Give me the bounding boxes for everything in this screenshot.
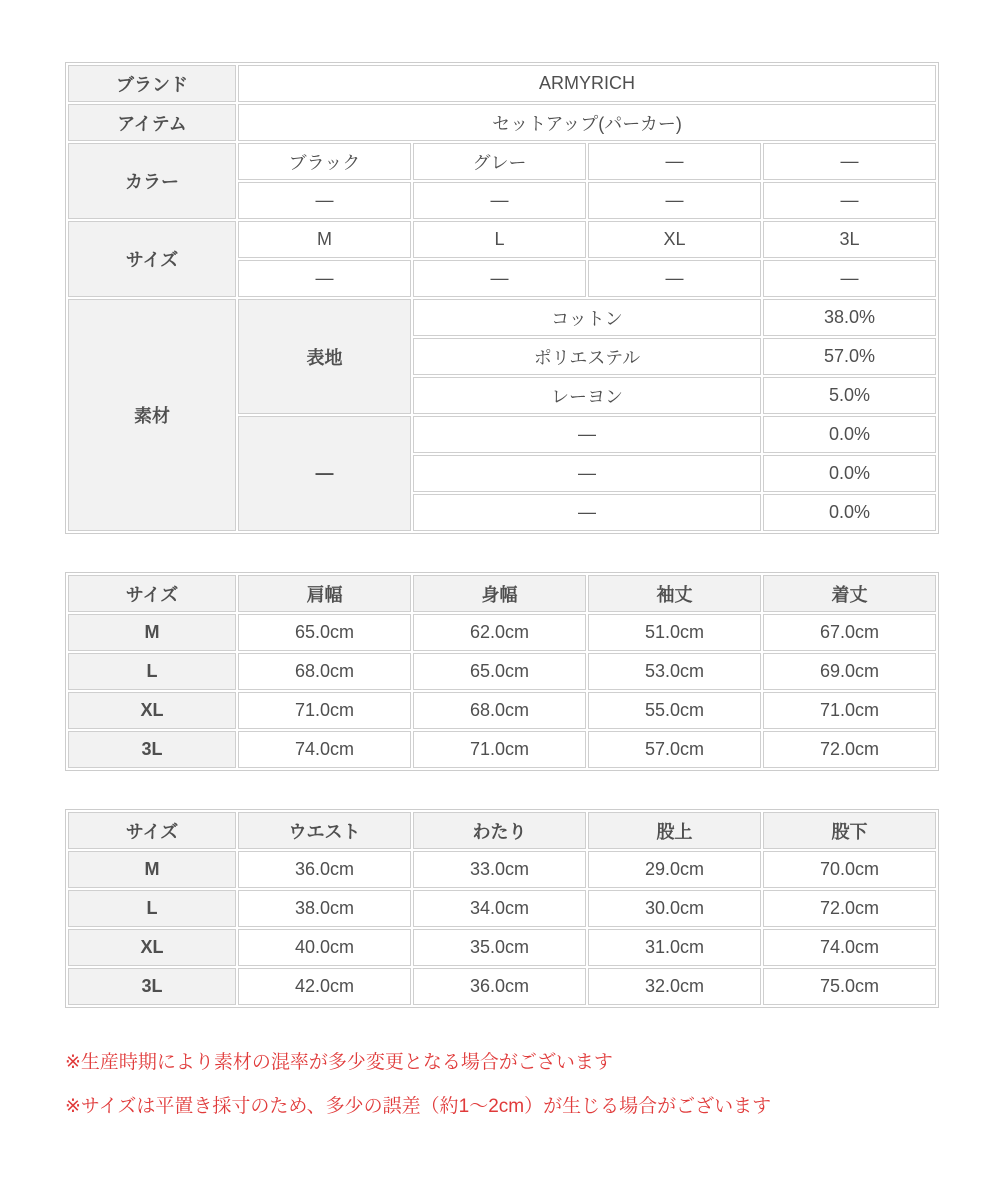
brand-label: ブランド: [68, 65, 236, 102]
material-percent: 38.0%: [763, 299, 936, 336]
size-row-1: [68, 221, 936, 258]
brand-value: ARMYRICH: [238, 65, 936, 102]
material-name: —: [413, 494, 761, 531]
measurement-cell: 70.0cm: [763, 851, 936, 888]
measurement-cell: 42.0cm: [238, 968, 411, 1005]
size-value: —: [413, 260, 586, 297]
material-row: [68, 299, 936, 336]
material-group-label: 表地: [238, 299, 411, 414]
measurement-cell: 57.0cm: [588, 731, 761, 768]
header-row: [68, 812, 936, 849]
measurement-cell: 36.0cm: [413, 968, 586, 1005]
item-row: [68, 104, 936, 141]
product-spec-table: [65, 62, 939, 534]
table-row: [68, 968, 936, 1005]
item-value: セットアップ(パーカー): [238, 104, 936, 141]
measurement-cell: 65.0cm: [238, 614, 411, 651]
material-percent: 5.0%: [763, 377, 936, 414]
material-name: レーヨン: [413, 377, 761, 414]
size-value: —: [238, 260, 411, 297]
tops-size-chart: [65, 572, 939, 771]
table-row: [68, 653, 936, 690]
color-value: グレー: [413, 143, 586, 180]
color-row-1: [68, 143, 936, 180]
table-row: [68, 851, 936, 888]
measurement-tolerance-note: ※サイズは平置き採寸のため、多少の誤差（約1～2cm）が生じる場合がございます: [65, 1096, 772, 1117]
color-value: ブラック: [238, 143, 411, 180]
size-label: サイズ: [68, 221, 236, 297]
column-header: わたり: [413, 812, 586, 849]
column-header: 股上: [588, 812, 761, 849]
color-value: —: [763, 182, 936, 219]
measurement-cell: 53.0cm: [588, 653, 761, 690]
material-percent: 0.0%: [763, 416, 936, 453]
row-size-label: M: [68, 614, 236, 651]
column-header: ウエスト: [238, 812, 411, 849]
row-size-label: 3L: [68, 731, 236, 768]
material-name: —: [413, 455, 761, 492]
table-row: [68, 929, 936, 966]
measurement-cell: 72.0cm: [763, 890, 936, 927]
measurement-cell: 55.0cm: [588, 692, 761, 729]
measurement-cell: 74.0cm: [238, 731, 411, 768]
material-percent: 0.0%: [763, 455, 936, 492]
material-percent: 57.0%: [763, 338, 936, 375]
measurement-cell: 31.0cm: [588, 929, 761, 966]
size-value: XL: [588, 221, 761, 258]
color-value: —: [238, 182, 411, 219]
measurement-cell: 68.0cm: [413, 692, 586, 729]
size-value: L: [413, 221, 586, 258]
material-ratio-note: ※生産時期により素材の混率が多少変更となる場合がございます: [65, 1052, 613, 1073]
color-value: —: [588, 182, 761, 219]
material-name: —: [413, 416, 761, 453]
measurement-cell: 30.0cm: [588, 890, 761, 927]
size-value: —: [588, 260, 761, 297]
disclaimer-notes: [65, 1048, 935, 1121]
column-header: 着丈: [763, 575, 936, 612]
column-header: 股下: [763, 812, 936, 849]
header-row: [68, 575, 936, 612]
color-value: —: [413, 182, 586, 219]
color-value: —: [588, 143, 761, 180]
brand-row: [68, 65, 936, 102]
measurement-cell: 74.0cm: [763, 929, 936, 966]
measurement-cell: 67.0cm: [763, 614, 936, 651]
measurement-cell: 71.0cm: [238, 692, 411, 729]
table-row: [68, 890, 936, 927]
color-label: カラー: [68, 143, 236, 219]
row-size-label: L: [68, 890, 236, 927]
measurement-cell: 69.0cm: [763, 653, 936, 690]
measurement-cell: 51.0cm: [588, 614, 761, 651]
row-size-label: XL: [68, 692, 236, 729]
measurement-cell: 71.0cm: [413, 731, 586, 768]
measurement-cell: 34.0cm: [413, 890, 586, 927]
measurement-cell: 33.0cm: [413, 851, 586, 888]
column-header: 肩幅: [238, 575, 411, 612]
material-name: コットン: [413, 299, 761, 336]
table-row: [68, 614, 936, 651]
material-group-label: —: [238, 416, 411, 531]
size-value: 3L: [763, 221, 936, 258]
measurement-cell: 72.0cm: [763, 731, 936, 768]
column-header: サイズ: [68, 812, 236, 849]
measurement-cell: 71.0cm: [763, 692, 936, 729]
material-percent: 0.0%: [763, 494, 936, 531]
column-header: サイズ: [68, 575, 236, 612]
size-value: M: [238, 221, 411, 258]
item-label: アイテム: [68, 104, 236, 141]
row-size-label: 3L: [68, 968, 236, 1005]
measurement-cell: 75.0cm: [763, 968, 936, 1005]
measurement-cell: 38.0cm: [238, 890, 411, 927]
table-row: [68, 692, 936, 729]
table-row: [68, 731, 936, 768]
color-value: —: [763, 143, 936, 180]
row-size-label: L: [68, 653, 236, 690]
measurement-cell: 35.0cm: [413, 929, 586, 966]
column-header: 身幅: [413, 575, 586, 612]
material-label: 素材: [68, 299, 236, 531]
material-name: ポリエステル: [413, 338, 761, 375]
measurement-cell: 29.0cm: [588, 851, 761, 888]
bottoms-size-chart: [65, 809, 939, 1008]
measurement-cell: 65.0cm: [413, 653, 586, 690]
row-size-label: M: [68, 851, 236, 888]
size-value: —: [763, 260, 936, 297]
measurement-cell: 62.0cm: [413, 614, 586, 651]
measurement-cell: 36.0cm: [238, 851, 411, 888]
column-header: 袖丈: [588, 575, 761, 612]
measurement-cell: 40.0cm: [238, 929, 411, 966]
measurement-cell: 32.0cm: [588, 968, 761, 1005]
row-size-label: XL: [68, 929, 236, 966]
measurement-cell: 68.0cm: [238, 653, 411, 690]
